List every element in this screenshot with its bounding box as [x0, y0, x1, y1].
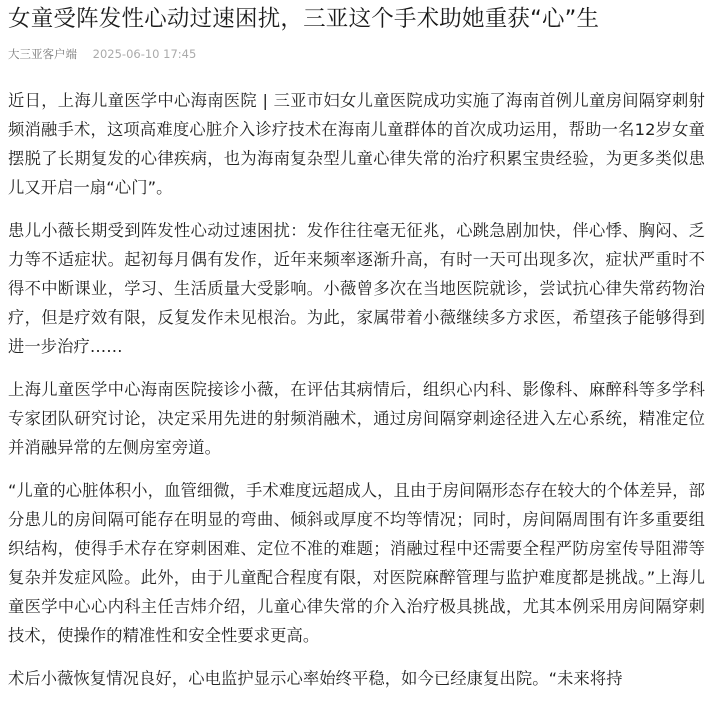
article-body [8, 86, 705, 693]
article-meta [8, 46, 705, 62]
paragraph: 术后小薇恢复情况良好，心电监护显示心率始终平稳，如今已经康复出院。“未来将持 [8, 669, 623, 688]
paragraph: “儿童的心脏体积小，血管细微，手术难度远超成人，且由于房间隔形态存在较大的个体差异，部分患儿的房间隔可能存在明显的弯曲、倾斜或厚度不均等情况；同时，房间隔周围有许多重要组织结构，使得手术存在穿刺困难、定位不准的难题；消融过程中还需要全程严防房室传导阻滞等复杂并发症风险。此外，由于儿童配合程度有限，对医院麻醉管理与监护难度都是挑战。”上海儿童医学中心心内科主任吉炜介绍，儿童心律失常的介入治疗极具挑战，尤其本例采用房间隔穿刺技术，使操作的精准性和安全性要求更高。 [8, 481, 705, 645]
paragraph: 上海儿童医学中心海南医院接诊小薇，在评估其病情后，组织心内科、影像科、麻醉科等多学科专家团队研究讨论，决定采用先进的射频消融术，通过房间隔穿刺途径进入左心系统，精准定位并消融异常的左侧房室旁道。 [8, 380, 705, 457]
article-title: 女童受阵发性心动过速困扰，三亚这个手术助她重获“心”生 [8, 6, 600, 32]
author-name[interactable]: 大三亚客户端 [8, 47, 77, 61]
paragraph: 患儿小薇长期受到阵发性心动过速困扰：发作往往毫无征兆，心跳急剧加快，伴心悸、胸闷、乏力等不适症状。起初每月偶有发作，近年来频率逐渐升高，有时一天可出现多次，症状严重时不得不中断课业，学习、生活质量大受影响。小薇曾多次在当地医院就诊，尝试抗心律失常药物治疗，但是疗效有限，反复发作未见根治。为此，家属带着小薇继续多方求医，希望孩子能够得到进一步治疗…… [8, 221, 705, 356]
publish-time: 2025-06-10 17:45 [92, 47, 197, 61]
paragraph: 近日，上海儿童医学中心海南医院 | 三亚市妇女儿童医院成功实施了海南首例儿童房间隔穿刺射频消融手术，这项高难度心脏介入诊疗技术在海南儿童群体的首次成功运用，帮助一名12岁女童摆脱了长期复发的心律疾病，也为海南复杂型儿童心律失常的治疗积累宝贵经验，为更多类似患儿又开启一扇“心门”。 [8, 91, 705, 197]
